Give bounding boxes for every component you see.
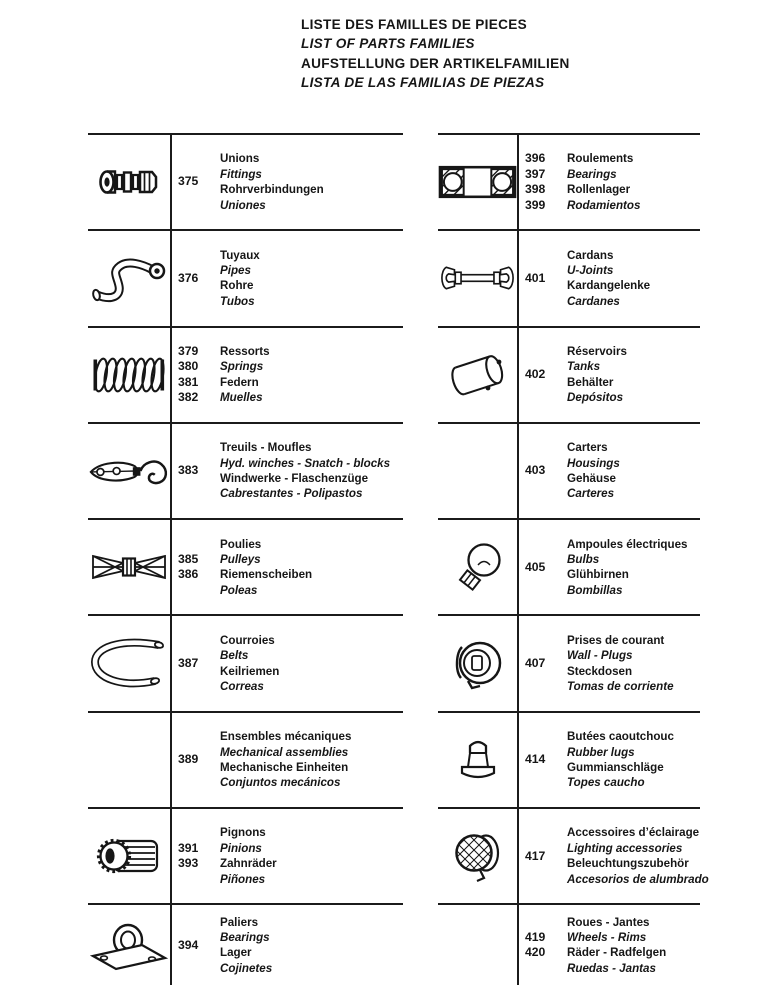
part-label: U-Joints	[567, 264, 614, 278]
part-label: Behälter	[567, 375, 614, 389]
parts-table-left	[88, 133, 403, 985]
part-label: Treuils - Moufles	[220, 441, 312, 455]
part-label: Uniones	[220, 198, 266, 212]
part-label: Rollenlager	[567, 183, 631, 197]
parts-text-cell	[517, 713, 700, 807]
parts-text-cell	[170, 135, 403, 229]
empty-illustration-cell	[88, 713, 170, 807]
part-labels	[220, 440, 403, 502]
parts-row	[438, 614, 700, 710]
part-label: Lager	[220, 946, 252, 960]
part-numbers	[178, 841, 209, 872]
rubber-lug-icon	[438, 713, 517, 807]
tank-icon	[438, 328, 517, 422]
parts-row	[88, 711, 403, 807]
part-label: Roues - Jantes	[567, 915, 650, 929]
part-labels	[220, 633, 403, 695]
title-line: LIST OF PARTS FAMILIES	[301, 36, 475, 52]
part-numbers	[525, 752, 556, 767]
part-numbers	[178, 174, 209, 189]
part-label: Accesorios de alumbrado	[567, 872, 709, 886]
part-numbers	[178, 344, 209, 406]
parts-text-cell	[170, 809, 403, 903]
part-label: Windwerke - Flaschenzüge	[220, 472, 369, 486]
part-label: Keilriemen	[220, 664, 280, 678]
belt-icon	[88, 616, 170, 710]
part-numbers	[525, 656, 556, 671]
part-numbers	[178, 938, 209, 953]
parts-text-cell	[170, 713, 403, 807]
part-label: Bearings	[220, 930, 270, 944]
part-label: Rohrverbindungen	[220, 183, 324, 197]
part-numbers	[525, 560, 556, 575]
parts-row	[438, 326, 700, 422]
parts-text-cell	[170, 231, 403, 325]
parts-text-cell	[517, 424, 700, 518]
part-labels	[220, 915, 403, 977]
part-numbers	[178, 463, 209, 478]
power-socket-icon	[438, 616, 517, 710]
part-label: Pignons	[220, 826, 266, 840]
part-label: Correas	[220, 680, 264, 694]
light-bulb-icon	[438, 520, 517, 614]
part-number: 387	[178, 655, 199, 670]
part-label: Pulleys	[220, 552, 261, 566]
part-labels	[567, 825, 709, 887]
parts-row	[88, 422, 403, 518]
part-label: Piñones	[220, 872, 266, 886]
title-line: LISTA DE LAS FAMILIAS DE PIEZAS	[301, 75, 545, 91]
parts-row	[438, 711, 700, 807]
parts-row	[438, 518, 700, 614]
part-label: Courroies	[220, 633, 275, 647]
part-label: Depósitos	[567, 391, 624, 405]
title-line: LISTE DES FAMILLES DE PIECES	[301, 17, 527, 32]
parts-text-cell	[517, 328, 700, 422]
parts-text-cell	[170, 520, 403, 614]
pinion-gear-icon	[88, 809, 170, 903]
part-label: Tomas de corriente	[567, 680, 674, 694]
part-label: Cardans	[567, 248, 614, 262]
part-label: Ruedas - Jantas	[567, 961, 656, 975]
parts-text-cell	[517, 616, 700, 710]
part-numbers	[525, 930, 556, 961]
part-label: Riemenscheiben	[220, 568, 313, 582]
part-number: 383	[178, 463, 199, 478]
parts-row	[438, 229, 700, 325]
part-label: Tanks	[567, 360, 601, 374]
part-labels	[220, 729, 403, 791]
part-number: 386	[178, 567, 199, 582]
part-label: Pinions	[220, 841, 262, 855]
parts-row	[88, 807, 403, 903]
parts-text-cell	[170, 905, 403, 985]
winch-hook-icon	[88, 424, 170, 518]
part-number: 398	[525, 182, 546, 197]
parts-text-cell	[170, 424, 403, 518]
part-label: Wheels - Rims	[567, 930, 647, 944]
part-label: Hyd. winches - Snatch - blocks	[220, 456, 391, 470]
part-label: Roulements	[567, 152, 634, 166]
part-number: 381	[178, 374, 199, 389]
part-number: 391	[178, 840, 199, 855]
part-label: Mechanische Einheiten	[220, 760, 349, 774]
part-number: 385	[178, 551, 199, 566]
pipe-fitting-icon	[88, 135, 170, 229]
parts-text-cell	[517, 809, 709, 903]
parts-text-cell	[517, 135, 700, 229]
part-label: Cardanes	[567, 294, 620, 308]
part-labels	[567, 248, 700, 310]
part-label: Rubber lugs	[567, 745, 635, 759]
part-label: Muelles	[220, 391, 263, 405]
part-numbers	[525, 151, 556, 213]
parts-row	[88, 903, 403, 985]
parts-row	[88, 133, 403, 229]
part-label: Federn	[220, 375, 259, 389]
part-label: Belts	[220, 649, 249, 663]
part-label: Steckdosen	[567, 664, 633, 678]
part-label: Kardangelenke	[567, 279, 651, 293]
part-number: 414	[525, 752, 546, 767]
parts-row	[88, 326, 403, 422]
part-labels	[567, 151, 700, 213]
part-numbers	[525, 463, 556, 478]
part-label: Bombillas	[567, 583, 623, 597]
part-numbers	[525, 367, 556, 382]
part-label: Räder - Radfelgen	[567, 946, 667, 960]
part-labels	[567, 915, 700, 977]
parts-text-cell	[170, 616, 403, 710]
parts-row	[438, 903, 700, 985]
part-label: Pipes	[220, 264, 251, 278]
title-line: AUFSTELLUNG DER ARTIKELFAMILIEN	[301, 55, 570, 71]
part-label: Bearings	[567, 167, 617, 181]
part-label: Rohre	[220, 279, 254, 293]
part-label: Rodamientos	[567, 198, 641, 212]
parts-row	[438, 133, 700, 229]
part-labels	[567, 729, 700, 791]
part-number: 376	[178, 270, 199, 285]
part-label: Butées caoutchouc	[567, 730, 674, 744]
part-labels	[220, 344, 403, 406]
part-number: 420	[525, 945, 546, 960]
part-numbers	[178, 656, 209, 671]
part-numbers	[525, 849, 556, 864]
part-label: Wall - Plugs	[567, 649, 633, 663]
part-labels	[220, 537, 403, 599]
part-label: Réservoirs	[567, 344, 627, 358]
parts-text-cell	[517, 520, 700, 614]
bent-pipe-icon	[88, 231, 170, 325]
parts-row	[438, 422, 700, 518]
part-number: 382	[178, 390, 199, 405]
driveshaft-icon	[438, 231, 517, 325]
parts-text-cell	[517, 905, 700, 985]
part-labels	[220, 825, 403, 887]
parts-text-cell	[517, 231, 700, 325]
part-label: Lighting accessories	[567, 841, 683, 855]
part-label: Tuyaux	[220, 248, 260, 262]
parts-row	[88, 614, 403, 710]
ball-bearing-icon	[438, 135, 517, 229]
part-label: Tubos	[220, 294, 255, 308]
part-labels	[220, 151, 403, 213]
part-label: Gummianschläge	[567, 760, 664, 774]
part-label: Unions	[220, 152, 260, 166]
part-number: 419	[525, 929, 546, 944]
part-label: Glühbirnen	[567, 568, 629, 582]
parts-row	[88, 229, 403, 325]
part-numbers	[178, 271, 209, 286]
part-label: Poulies	[220, 537, 262, 551]
part-number: 393	[178, 856, 199, 871]
part-labels	[567, 440, 700, 502]
part-label: Ampoules électriques	[567, 537, 688, 551]
part-label: Zahnräder	[220, 857, 277, 871]
part-numbers	[178, 752, 209, 767]
part-label: Carteres	[567, 487, 615, 501]
part-number: 389	[178, 752, 199, 767]
part-number: 380	[178, 359, 199, 374]
part-number: 394	[178, 937, 199, 952]
pulley-icon	[88, 520, 170, 614]
part-label: Poleas	[220, 583, 258, 597]
headlight-icon	[438, 809, 517, 903]
part-number: 401	[525, 270, 546, 285]
part-label: Gehäuse	[567, 472, 616, 486]
part-label: Accessoires d’éclairage	[567, 826, 700, 840]
part-labels	[567, 537, 700, 599]
empty-illustration-cell	[438, 905, 517, 985]
part-label: Carters	[567, 441, 608, 455]
parts-row	[88, 518, 403, 614]
part-number: 405	[525, 559, 546, 574]
part-label: Cabrestantes - Polipastos	[220, 487, 363, 501]
part-number: 417	[525, 848, 546, 863]
part-number: 399	[525, 197, 546, 212]
part-number: 397	[525, 166, 546, 181]
page-title	[301, 15, 570, 93]
part-label: Fittings	[220, 167, 262, 181]
part-labels	[567, 633, 700, 695]
part-label: Beleuchtungszubehör	[567, 857, 689, 871]
part-label: Cojinetes	[220, 961, 273, 975]
part-label: Ensembles mécaniques	[220, 730, 352, 744]
parts-text-cell	[170, 328, 403, 422]
part-label: Springs	[220, 360, 264, 374]
part-number: 403	[525, 463, 546, 478]
part-label: Bulbs	[567, 552, 600, 566]
parts-table-right	[438, 133, 709, 985]
empty-illustration-cell	[438, 424, 517, 518]
part-label: Mechanical assemblies	[220, 745, 349, 759]
part-number: 402	[525, 367, 546, 382]
parts-row	[438, 807, 709, 903]
pillow-block-icon	[88, 905, 170, 985]
part-labels	[567, 344, 700, 406]
part-number: 407	[525, 655, 546, 670]
part-labels	[220, 248, 403, 310]
part-label: Housings	[567, 456, 620, 470]
part-label: Ressorts	[220, 344, 270, 358]
part-number: 375	[178, 174, 199, 189]
coil-spring-icon	[88, 328, 170, 422]
part-label: Paliers	[220, 915, 259, 929]
part-label: Topes caucho	[567, 776, 645, 790]
part-numbers	[178, 552, 209, 583]
part-label: Prises de courant	[567, 633, 665, 647]
part-label: Conjuntos mecánicos	[220, 776, 341, 790]
part-number: 396	[525, 151, 546, 166]
part-numbers	[525, 271, 556, 286]
part-number: 379	[178, 343, 199, 358]
